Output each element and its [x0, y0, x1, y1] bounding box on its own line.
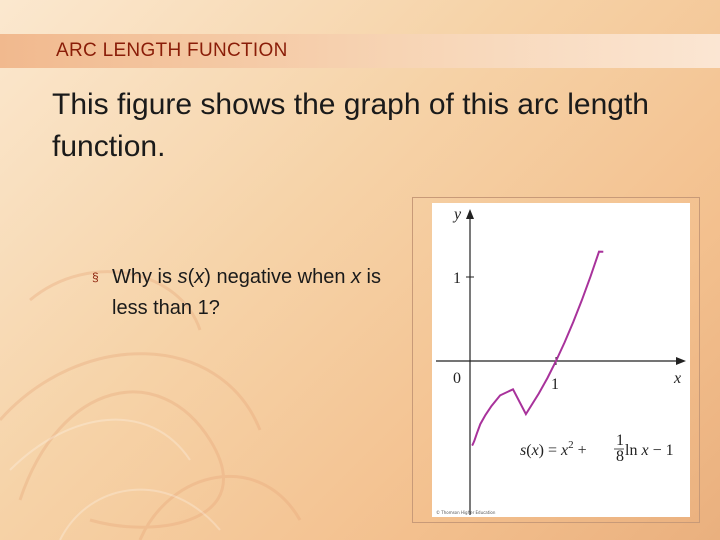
- arc-length-curve: [472, 252, 604, 445]
- bullet-text: Why is s(x) negative when x is less than 1?: [112, 266, 381, 319]
- function-formula: [520, 432, 674, 465]
- svg-text:8: 8: [616, 448, 624, 465]
- x-tick-label: 1: [551, 376, 559, 393]
- x-axis-arrow-icon: [676, 357, 686, 365]
- arc-length-graph: [432, 203, 690, 517]
- svg-text:ln x − 1: ln x − 1: [625, 442, 674, 459]
- y-axis-label: y: [454, 206, 462, 223]
- copyright-notice: © Thomson Higher Education: [436, 510, 496, 515]
- body-text: This figure shows the graph of this arc length function.: [52, 88, 649, 163]
- svg-text:s(x) = x2 +: $s(x) = x^2$ +: [520, 439, 587, 459]
- y-tick-label: 1: [453, 270, 461, 287]
- slide-title: ARC LENGTH FUNCTION: [56, 40, 288, 61]
- y-axis-arrow-icon: [466, 209, 474, 219]
- svg-text:1: 1: [616, 432, 624, 449]
- bullet-marker: §: [92, 270, 99, 284]
- bullet-item: [92, 262, 392, 324]
- x-axis-label: x: [674, 370, 682, 387]
- origin-label: 0: [453, 370, 461, 387]
